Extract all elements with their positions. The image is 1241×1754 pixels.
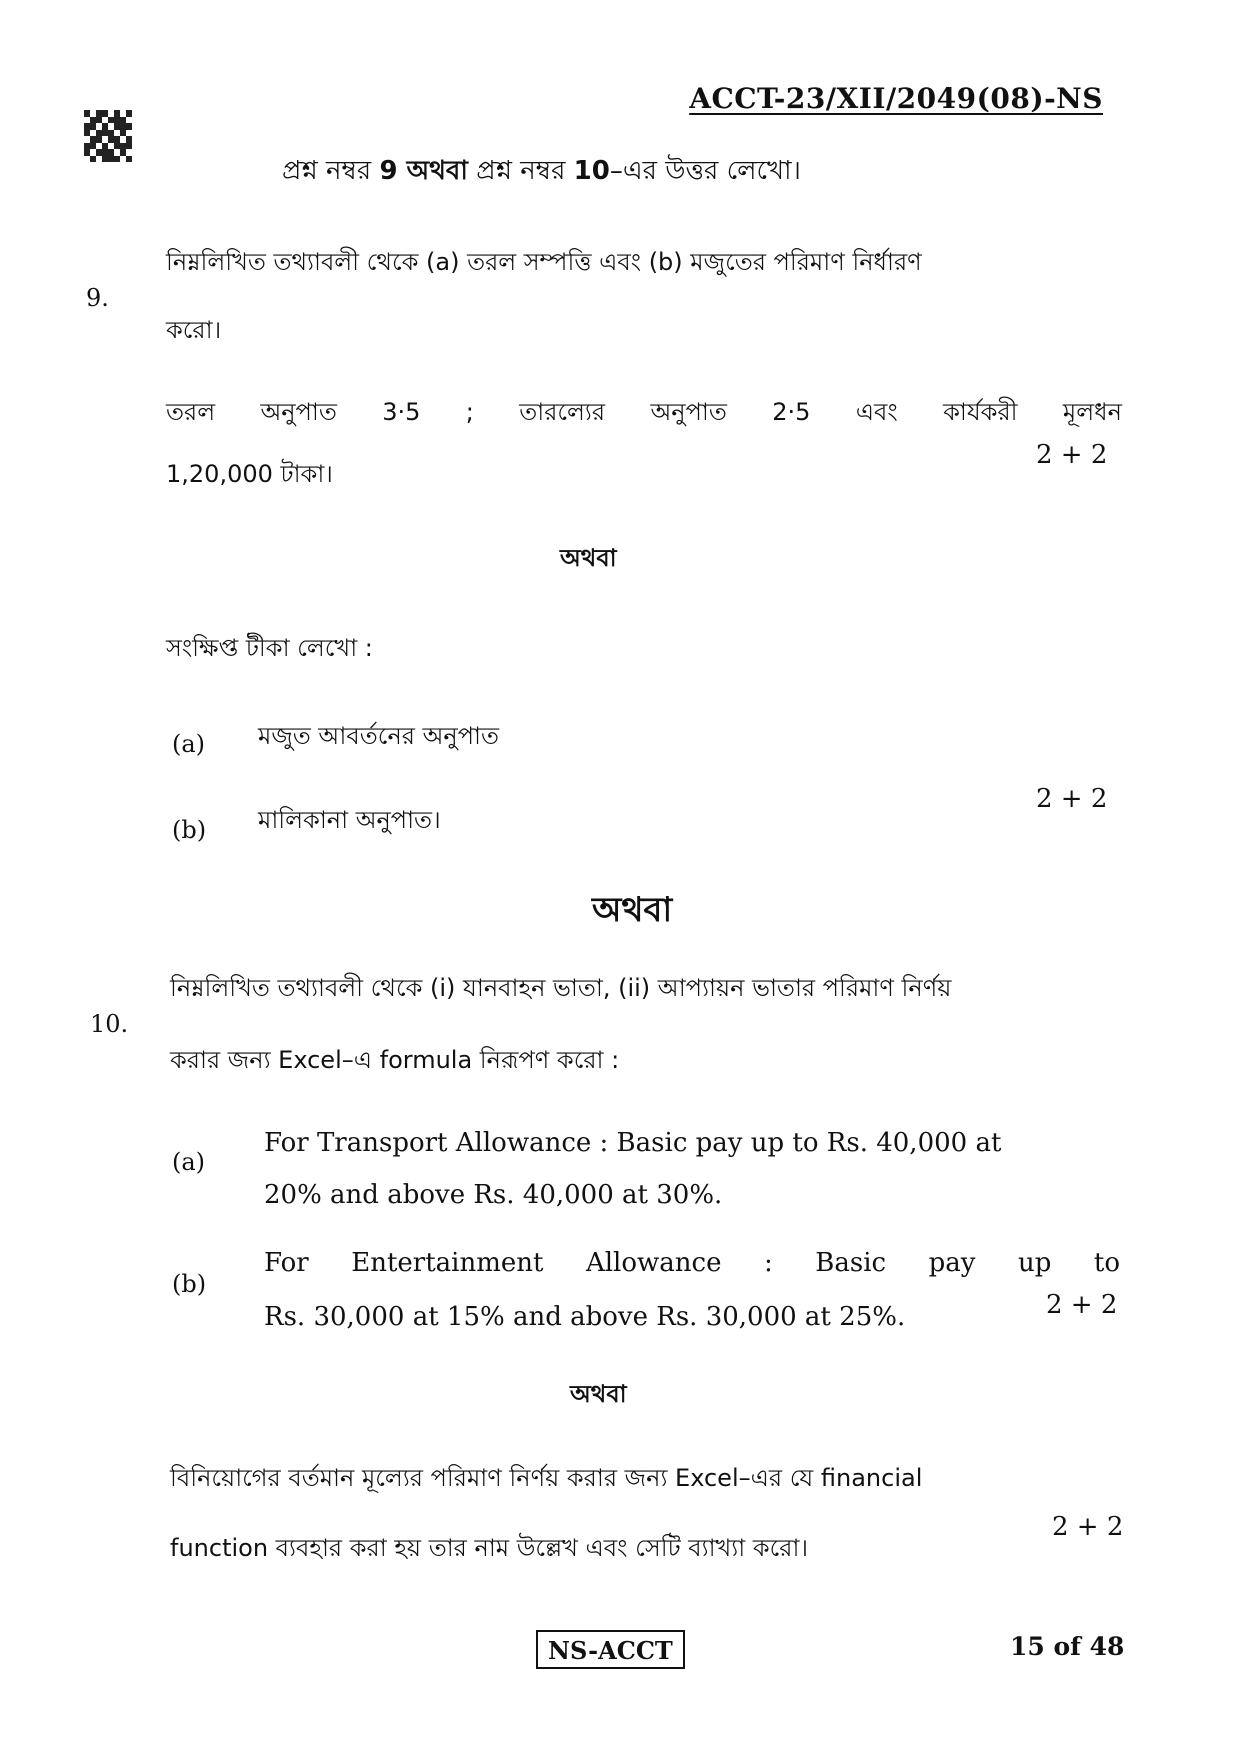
q9-alt-marks: 2 + 2 [1036,784,1108,814]
word: pay [928,1248,976,1278]
q10-item-b-line2: Rs. 30,000 at 15% and above Rs. 30,000 at 25%. [264,1302,906,1332]
word: তারল্যের [519,398,606,426]
word: up [1017,1248,1052,1278]
qr-code-icon [84,110,132,162]
q10-item-a-line1: For Transport Allowance : Basic pay up to Rs. 40,000 at [264,1128,1002,1158]
q9-alt-item-label: (b) [172,816,207,844]
question-number-10: 10. [90,1010,129,1038]
word: অনুপাত [260,398,337,426]
paper-code: ACCT-23/XII/2049(08)-NS [689,82,1103,115]
q9-text-line2: করো। [166,316,222,344]
q10-item-b-line1 [264,1248,1120,1278]
q10-text-line1: নিম্নলিখিত তথ্যাবলী থেকে (i) যানবাহন ভাতা, (ii) আপ্যায়ন ভাতার পরিমাণ নির্ণয় [170,974,952,1002]
word: ; [465,398,474,426]
word: এবং [855,398,898,426]
q9-data-line1 [166,400,1122,424]
q10-item-a-line2: 20% and above Rs. 40,000 at 30%. [264,1180,723,1210]
q10-item-label: (b) [172,1270,207,1298]
q10-alt-line1: বিনিয়োগের বর্তমান মূল্যের পরিমাণ নির্ণয় করার জন্য Excel–এর যে financial [170,1464,923,1492]
word: মূলধন [1062,398,1122,426]
word: তরল [166,398,216,426]
q10-alt-line2: function ব্যবহার করা হয় তার নাম উল্লেখ এবং সেটি ব্যাখ্যা করো। [170,1534,809,1562]
q9-alt-intro: সংক্ষিপ্ত টীকা লেখো : [166,634,373,662]
q9-data-line2: 1,20,000 টাকা। [166,460,333,488]
q9-alt-item-text: মালিকানা অনুপাত। [258,806,441,834]
word: Entertainment [351,1248,544,1278]
q10-item-label: (a) [172,1148,206,1176]
q10-text-line2: করার জন্য Excel–এ formula নিরূপণ করো : [170,1046,620,1074]
q10-or-label: অথবা [570,1380,627,1408]
word: 3·5 [382,398,421,426]
question-number-9: 9. [86,284,109,312]
q9-text-line1: নিম্নলিখিত তথ্যাবলী থেকে (a) তরল সম্পত্তি এবং (b) মজুতের পরিমাণ নির্ধারণ [166,248,922,276]
word: কার্যকরী [943,398,1018,426]
q10-alt-marks: 2 + 2 [1052,1512,1124,1542]
word: 2·5 [772,398,811,426]
word: to [1093,1248,1120,1278]
instruction: প্রশ্ন নম্বর 9 অথবা প্রশ্ন নম্বর 10–এর উত্তর লেখো। [282,156,801,186]
q9-or-label: অথবা [560,544,617,572]
word: For [264,1248,309,1278]
word: Allowance [585,1248,722,1278]
q9-alt-item-label: (a) [172,730,206,758]
word: Basic [815,1248,887,1278]
q9-alt-item-text: মজুত আবর্তনের অনুপাত [258,722,499,750]
q10-marks: 2 + 2 [1046,1290,1118,1320]
word: : [764,1248,773,1278]
section-or-label: অথবা [592,890,673,930]
footer-paper-code: NS-ACCT [536,1630,685,1669]
q9-marks: 2 + 2 [1036,440,1108,470]
word: অনুপাত [650,398,727,426]
page-number: 15 of 48 [1010,1632,1125,1661]
